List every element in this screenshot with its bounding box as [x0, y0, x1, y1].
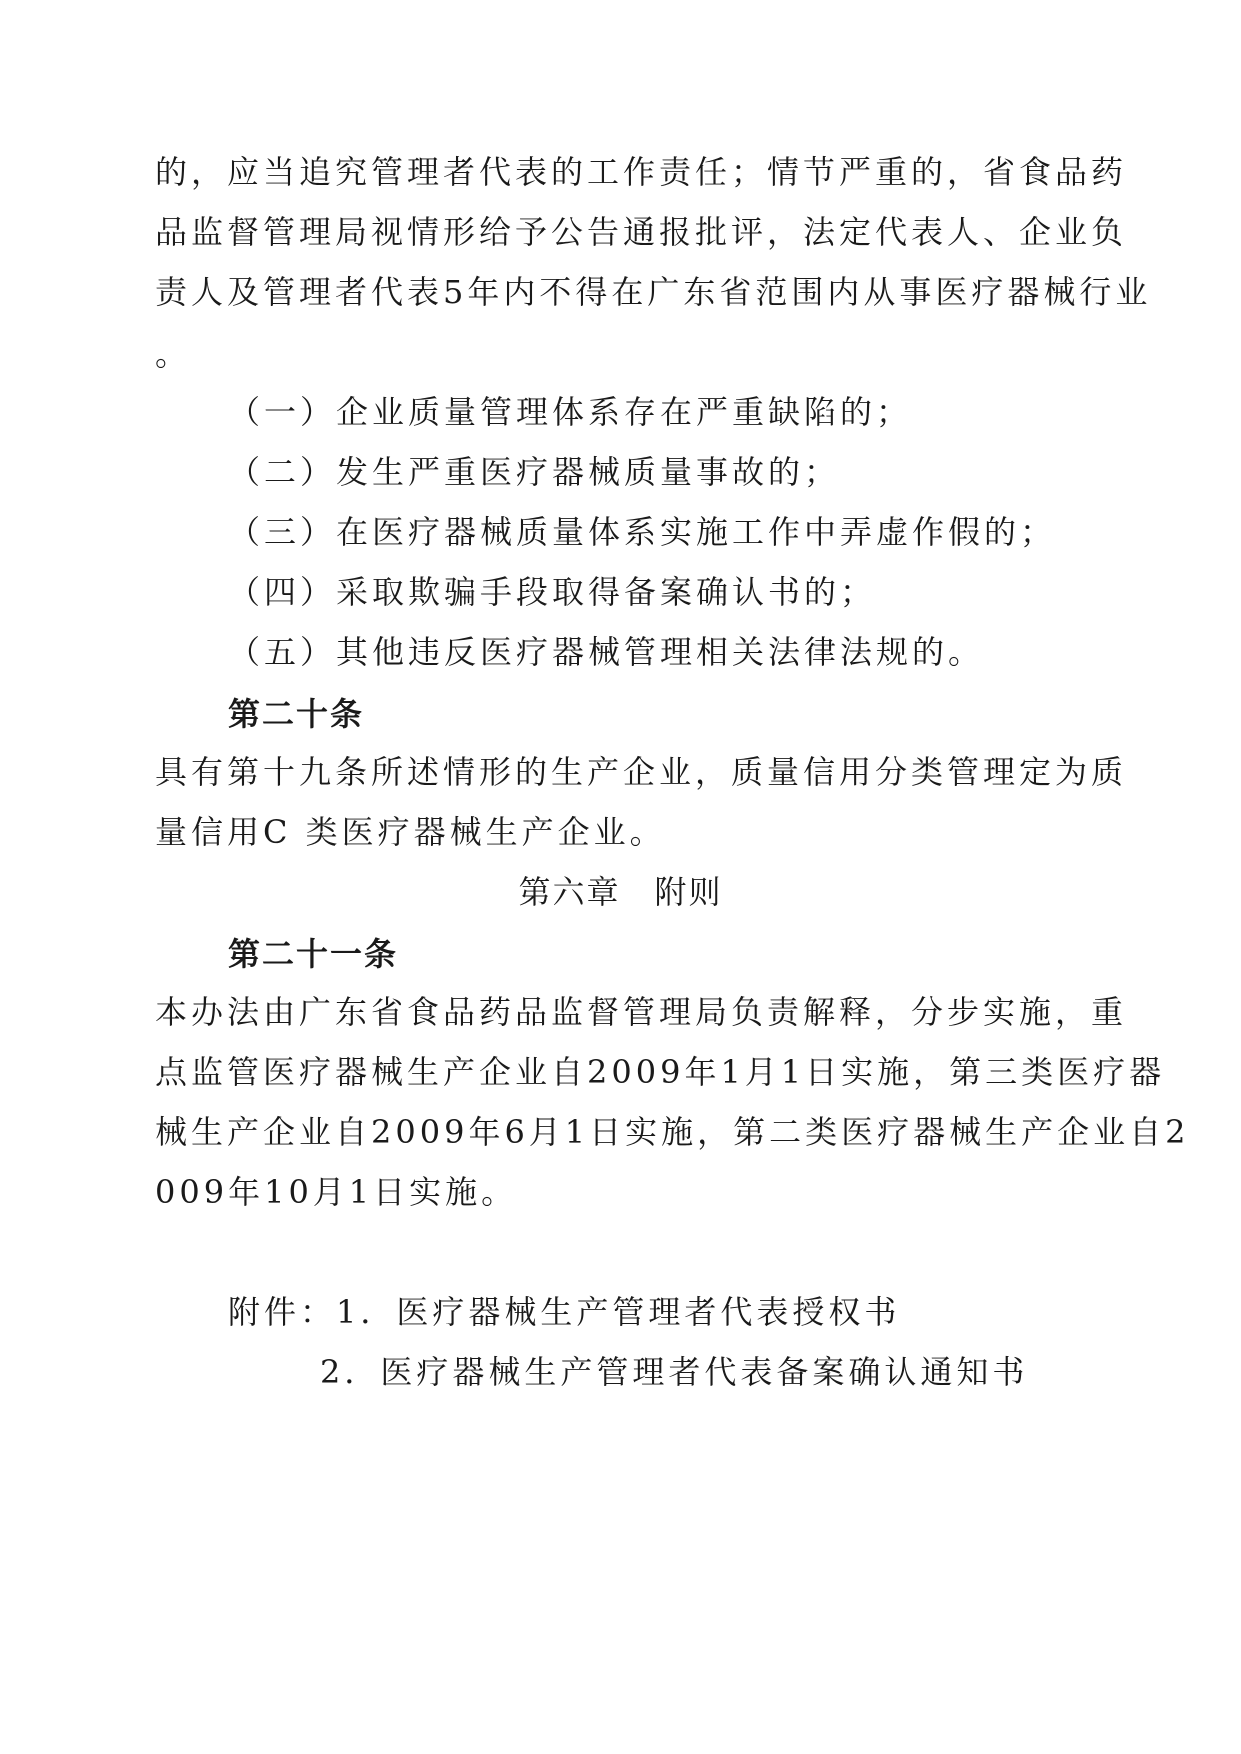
paragraph-line: 。	[155, 335, 192, 373]
paragraph-line: 责人及管理者代表5年内不得在广东省范围内从事医疗器械行业	[155, 273, 1152, 311]
article-title: 第二十条	[228, 695, 365, 733]
paragraph-line: 械生产企业自2009年6月1日实施，第二类医疗器械生产企业自2	[155, 1113, 1190, 1151]
paragraph-line: 的，应当追究管理者代表的工作责任；情节严重的，省食品药	[155, 153, 1128, 191]
list-item: （四）采取欺骗手段取得备案确认书的；	[228, 573, 877, 611]
attachment-line: 附件：1．医疗器械生产管理者代表授权书	[228, 1293, 901, 1331]
paragraph-line: 点监管医疗器械生产企业自2009年1月1日实施，第三类医疗器	[155, 1053, 1166, 1091]
chapter-title: 第六章 附则	[518, 873, 723, 911]
attachment-line: 2．医疗器械生产管理者代表备案确认通知书	[320, 1353, 1029, 1391]
list-item: （一）企业质量管理体系存在严重缺陷的；	[228, 393, 913, 431]
paragraph-line: 量信用C 类医疗器械生产企业。	[155, 813, 666, 851]
paragraph-line: 009年10月1日实施。	[155, 1173, 518, 1211]
article-title: 第二十一条	[228, 935, 399, 973]
paragraph-line: 本办法由广东省食品药品监督管理局负责解释，分步实施，重	[155, 993, 1128, 1031]
paragraph-line: 具有第十九条所述情形的生产企业，质量信用分类管理定为质	[155, 753, 1128, 791]
list-item: （五）其他违反医疗器械管理相关法律法规的。	[228, 633, 985, 671]
list-item: （三）在医疗器械质量体系实施工作中弄虚作假的；	[228, 513, 1057, 551]
list-item: （二）发生严重医疗器械质量事故的；	[228, 453, 841, 491]
paragraph-line: 品监督管理局视情形给予公告通报批评，法定代表人、企业负	[155, 213, 1128, 251]
